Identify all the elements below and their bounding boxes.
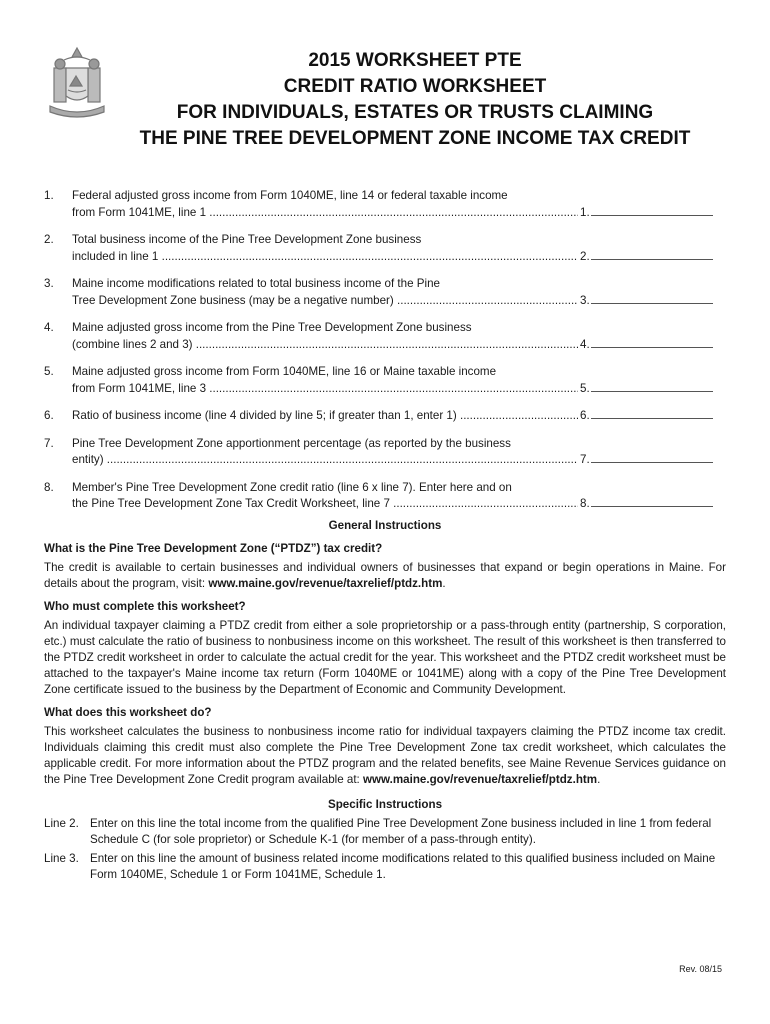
line-text: Maine adjusted gross income from the Pine Tree Development Zone business: [72, 321, 472, 334]
specific-line-text: Enter on this line the amount of business related income modifications related to this qualified business included on Maine Form 1040ME, Schedule 1 or Form 1041ME, Schedule 1.: [90, 852, 716, 881]
worksheet-lines: [44, 188, 724, 513]
question-heading: Who must complete this worksheet?: [44, 600, 246, 613]
title-line-1: 2015 WORKSHEET PTE: [308, 50, 522, 71]
line-number: 3.: [44, 277, 54, 290]
specific-instruction-item: [44, 816, 726, 848]
line-ref: 2.: [580, 249, 590, 263]
line-ref: 6.: [580, 409, 590, 422]
line-ref: 8.: [580, 497, 590, 510]
specific-line-label: Line 3.: [44, 852, 79, 865]
title-line-2: CREDIT RATIO WORKSHEET: [283, 76, 547, 97]
line-ref: 7.: [580, 453, 590, 466]
line-text: entity) .....: [72, 452, 594, 469]
line-text: the Pine Tree Development Zone Tax Credit Worksheet, line 7 .....: [72, 496, 594, 513]
specific-line-label: Line 2.: [44, 817, 79, 830]
question-heading: What is the Pine Tree Development Zone (“PTDZ”) tax credit?: [44, 542, 383, 555]
line-number: 6.: [44, 409, 54, 422]
revision-date: Rev. 08/15: [679, 964, 722, 974]
worksheet-line-5: [44, 364, 724, 397]
line-text: from Form 1041ME, line 3 .....: [72, 381, 594, 398]
line-ref: 5.: [580, 381, 590, 395]
line-number: 1.: [44, 189, 54, 202]
worksheet-title: [60, 48, 770, 152]
line-text: Ratio of business income (line 4 divided by line 5; if greater than 1, enter 1) .....: [72, 408, 594, 425]
line-number: 2.: [44, 233, 54, 246]
line-text: Maine adjusted gross income from Form 1040ME, line 16 or Maine taxable income: [72, 365, 497, 378]
line-text: from Form 1041ME, line 1 .....: [72, 205, 594, 222]
line-8-entry[interactable]: [591, 494, 713, 507]
line-ref: 3.: [580, 293, 590, 307]
answer-paragraph: This worksheet calculates the business to nonbusiness income ratio for individual taxpayers claiming the PTDZ income tax credit. Individuals claiming this credit must also complete the Pine Tree Development Zone tax credit worksheet, which calculates the applicable credit. For more information about the PTDZ program and the related benefits, see Maine Revenue Services guidance on the Pine Tree Development Zone Credit program available at: www.maine.gov/revenue/taxrelief/ptdz.htm.: [44, 725, 726, 786]
line-text: Total business income of the Pine Tree Development Zone business: [72, 233, 422, 246]
line-number: 8.: [44, 480, 54, 494]
line-number: 7.: [44, 436, 54, 450]
instructions: [44, 518, 726, 883]
worksheet-line-8: [44, 480, 724, 513]
line-7-entry[interactable]: [591, 450, 713, 463]
line-ref: 1.: [580, 205, 590, 219]
answer-paragraph: An individual taxpayer claiming a PTDZ credit from either a sole proprietorship or a pass-through entity (partnership, S corporation, etc.) must calculate the ratio of business to nonbusiness income on this worksheet. The result of this worksheet is then transferred to the PTDZ credit worksheet in order to calculate the actual credit for the year. This worksheet and the PTDZ credit worksheet must be attached to the taxpayer's Maine income tax return (Form 1040ME or 1041ME) along with a copy of the Pine Tree Development Zone certificate issued to the business by the Department of Economic and Community Development.: [44, 619, 726, 696]
specific-instruction-item: [44, 851, 726, 883]
worksheet-line-3: [44, 276, 724, 309]
line-text: Federal adjusted gross income from Form 1040ME, line 14 or federal taxable income: [72, 189, 508, 202]
answer-paragraph: The credit is available to certain businesses and individual owners of businesses that expand or begin operations in Maine. For details about the program, visit: www.maine.gov/revenue/taxrelief/ptdz.htm.: [44, 561, 726, 590]
worksheet-line-1: [44, 188, 724, 221]
line-text: Pine Tree Development Zone apportionment percentage (as reported by the business: [72, 436, 511, 450]
line-4-entry[interactable]: [591, 335, 713, 348]
line-text: included in line 1 .....: [72, 249, 594, 266]
worksheet-line-4: [44, 320, 724, 353]
line-text: (combine lines 2 and 3) .....: [72, 337, 594, 354]
worksheet-line-6: [44, 408, 724, 425]
line-5-entry[interactable]: [591, 379, 713, 392]
title-line-3: FOR INDIVIDUALS, ESTATES OR TRUSTS CLAIMING: [176, 102, 654, 123]
question-heading: What does this worksheet do?: [44, 706, 212, 719]
title-line-4: THE PINE TREE DEVELOPMENT ZONE INCOME TAX CREDIT: [139, 128, 691, 149]
line-6-entry[interactable]: [591, 406, 713, 419]
line-2-entry[interactable]: [591, 247, 713, 260]
line-text: Maine income modifications related to total business income of the Pine: [72, 277, 440, 290]
line-ref: 4.: [580, 337, 590, 351]
worksheet-line-2: [44, 232, 724, 265]
worksheet-line-7: [44, 436, 724, 469]
line-number: 4.: [44, 321, 54, 334]
general-instructions-heading: General Instructions: [328, 519, 442, 532]
line-text: Member's Pine Tree Development Zone credit ratio (line 6 x line 7). Enter here and on: [72, 480, 512, 494]
ptdz-link[interactable]: www.maine.gov/revenue/taxrelief/ptdz.htm: [208, 577, 443, 590]
line-3-entry[interactable]: [591, 291, 713, 304]
specific-line-text: Enter on this line the total income from the qualified Pine Tree Development Zone business included in line 1 from federal Schedule C (for sole proprietor) or Schedule K-1 (for member of a pass-through entity).: [90, 817, 712, 846]
line-number: 5.: [44, 365, 54, 378]
ptdz-link[interactable]: www.maine.gov/revenue/taxrelief/ptdz.htm: [363, 773, 598, 786]
line-1-entry[interactable]: [591, 203, 713, 216]
line-text: Tree Development Zone business (may be a negative number) .....: [72, 293, 594, 310]
specific-instructions-heading: Specific Instructions: [327, 798, 443, 811]
